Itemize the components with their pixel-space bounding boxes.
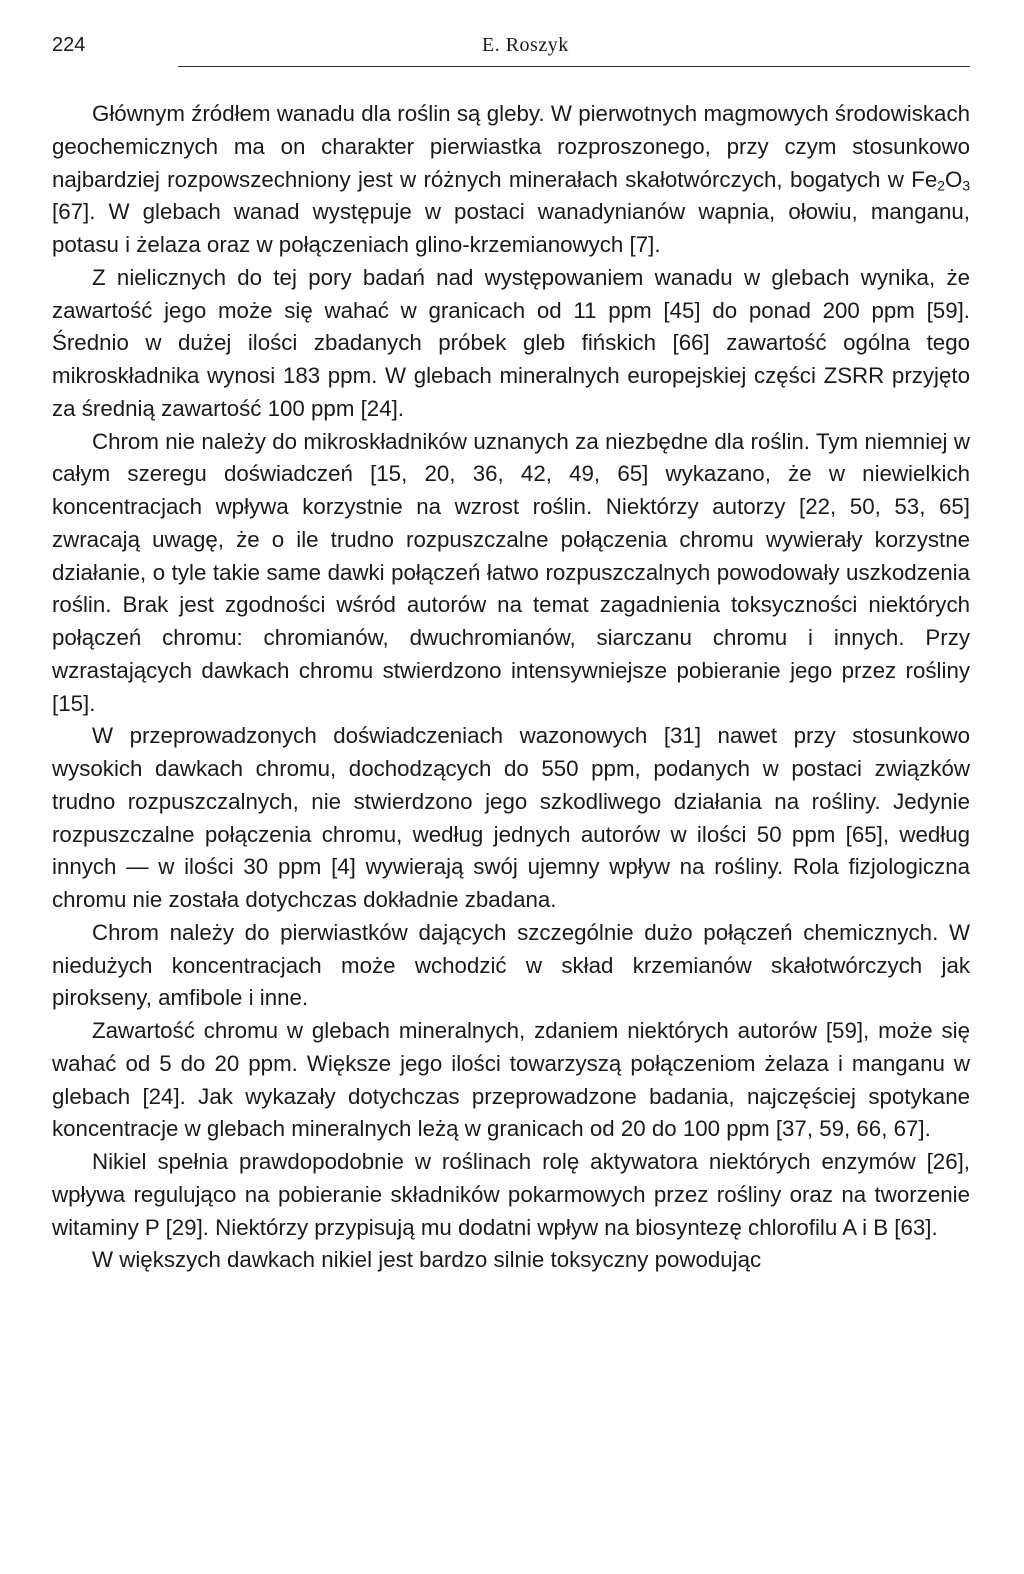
- subscript: 2: [937, 176, 945, 193]
- paragraph-text: [67]. W glebach wanad występuje w postaci wanadynianów wapnia, ołowiu, manganu, potasu i żelaza oraz w połączeniach glino-krzemianowych [7].: [52, 199, 970, 257]
- page-number: 224: [52, 34, 86, 56]
- paragraph-chromium-pot-experiments: W przeprowadzonych doświadczeniach wazonowych [31] nawet przy stosunkowo wysokich dawkach chromu, dochodzących do 550 ppm, podanych w postaci związków trudno rozpuszczalnych, nie stwierdzono jego szkodliwego działania na rośliny. Jedynie rozpuszczalne połączenia chromu, według jednych autorów w ilości 50 ppm [65], według innych — w ilości 30 ppm [4] wywierają swój ujemny wpływ na rośliny. Rola fizjologiczna chromu nie została dotychczas dokładnie zbadana.: [52, 723, 970, 912]
- paragraph-vanadium-soil-content: Z nielicznych do tej pory badań nad występowaniem wanadu w glebach wynika, że zawartość jego może się wahać w granicach od 11 ppm [45] do ponad 200 ppm [59]. Średnio w dużej ilości zbadanych próbek gleb fińskich [66] zawartość ogólna tego mikroskładnika wynosi 183 ppm. W glebach mineralnych europejskiej części ZSRR przyjęto za średnią zawartość 100 ppm [24].: [52, 264, 970, 421]
- body-text: [52, 98, 970, 1277]
- running-head: E. Roszyk: [482, 34, 569, 56]
- paragraph-chromium-effects: Chrom nie należy do mikroskładników uznanych za niezbędne dla roślin. Tym niemniej w całym szeregu doświadczeń [15, 20, 36, 42, 49, 65] wykazano, że w niewielkich koncentracjach wpływa korzystnie na wzrost roślin. Niektórzy autorzy [22, 50, 53, 65] zwracają uwagę, że o ile trudno rozpuszczalne połączenia chromu wywierały korzystne działanie, o tyle takie same dawki połączeń łatwo rozpuszczalnych powodowały uszkodzenia roślin. Brak jest zgodności wśród autorów na temat zagadnienia toksyczności niektórych połączeń chromu: chromianów, dwuchromianów, siarczanu chromu i innych. Przy wzrastających dawkach chromu stwierdzono intensywniejsze pobieranie jego przez rośliny [15].: [52, 428, 970, 716]
- header-rule: [178, 66, 970, 67]
- formula-text: O: [944, 166, 963, 192]
- paragraph-vanadium-sources: [52, 98, 970, 262]
- paragraph-text: Głównym źródłem wanadu dla roślin są gleby. W pierwotnych magmowych środowiskach geochemicznych ma on charakter pierwiastka rozproszonego, przy czym stosunkowo najbardziej rozpowszechniony jest w różnych minerałach skałotwórczych, bogatych w Fe: [52, 101, 970, 192]
- subscript: 3: [962, 176, 970, 193]
- paragraph-chromium-soil-content: Zawartość chromu w glebach mineralnych, zdaniem niektórych autorów [59], może się wahać od 5 do 20 ppm. Większe jego ilości towarzyszą połączeniom żelaza i manganu w glebach [24]. Jak wykazały dotychczas przeprowadzone badania, najczęściej spotykane koncentracje w glebach mineralnych leżą w granicach od 20 do 100 ppm [37, 59, 66, 67].: [52, 1018, 970, 1142]
- paragraph-nickel-toxicity: W większych dawkach nikiel jest bardzo silnie toksyczny powodując: [92, 1247, 762, 1273]
- paragraph-nickel-role: Nikiel spełnia prawdopodobnie w roślinach rolę aktywatora niektórych enzymów [26], wpływa regulująco na pobieranie składników pokarmowych przez rośliny oraz na tworzenie witaminy P [29]. Niektórzy przypisują mu dodatni wpływ na biosyntezę chlorofilu A i B [63].: [52, 1149, 970, 1240]
- paragraph-chromium-compounds: Chrom należy do pierwiastków dających szczególnie dużo połączeń chemicznych. W niedużych koncentracjach może wchodzić w skład krzemianów skałotwórczych jak pirokseny, amfibole i inne.: [52, 919, 970, 1011]
- page-header: [52, 34, 972, 60]
